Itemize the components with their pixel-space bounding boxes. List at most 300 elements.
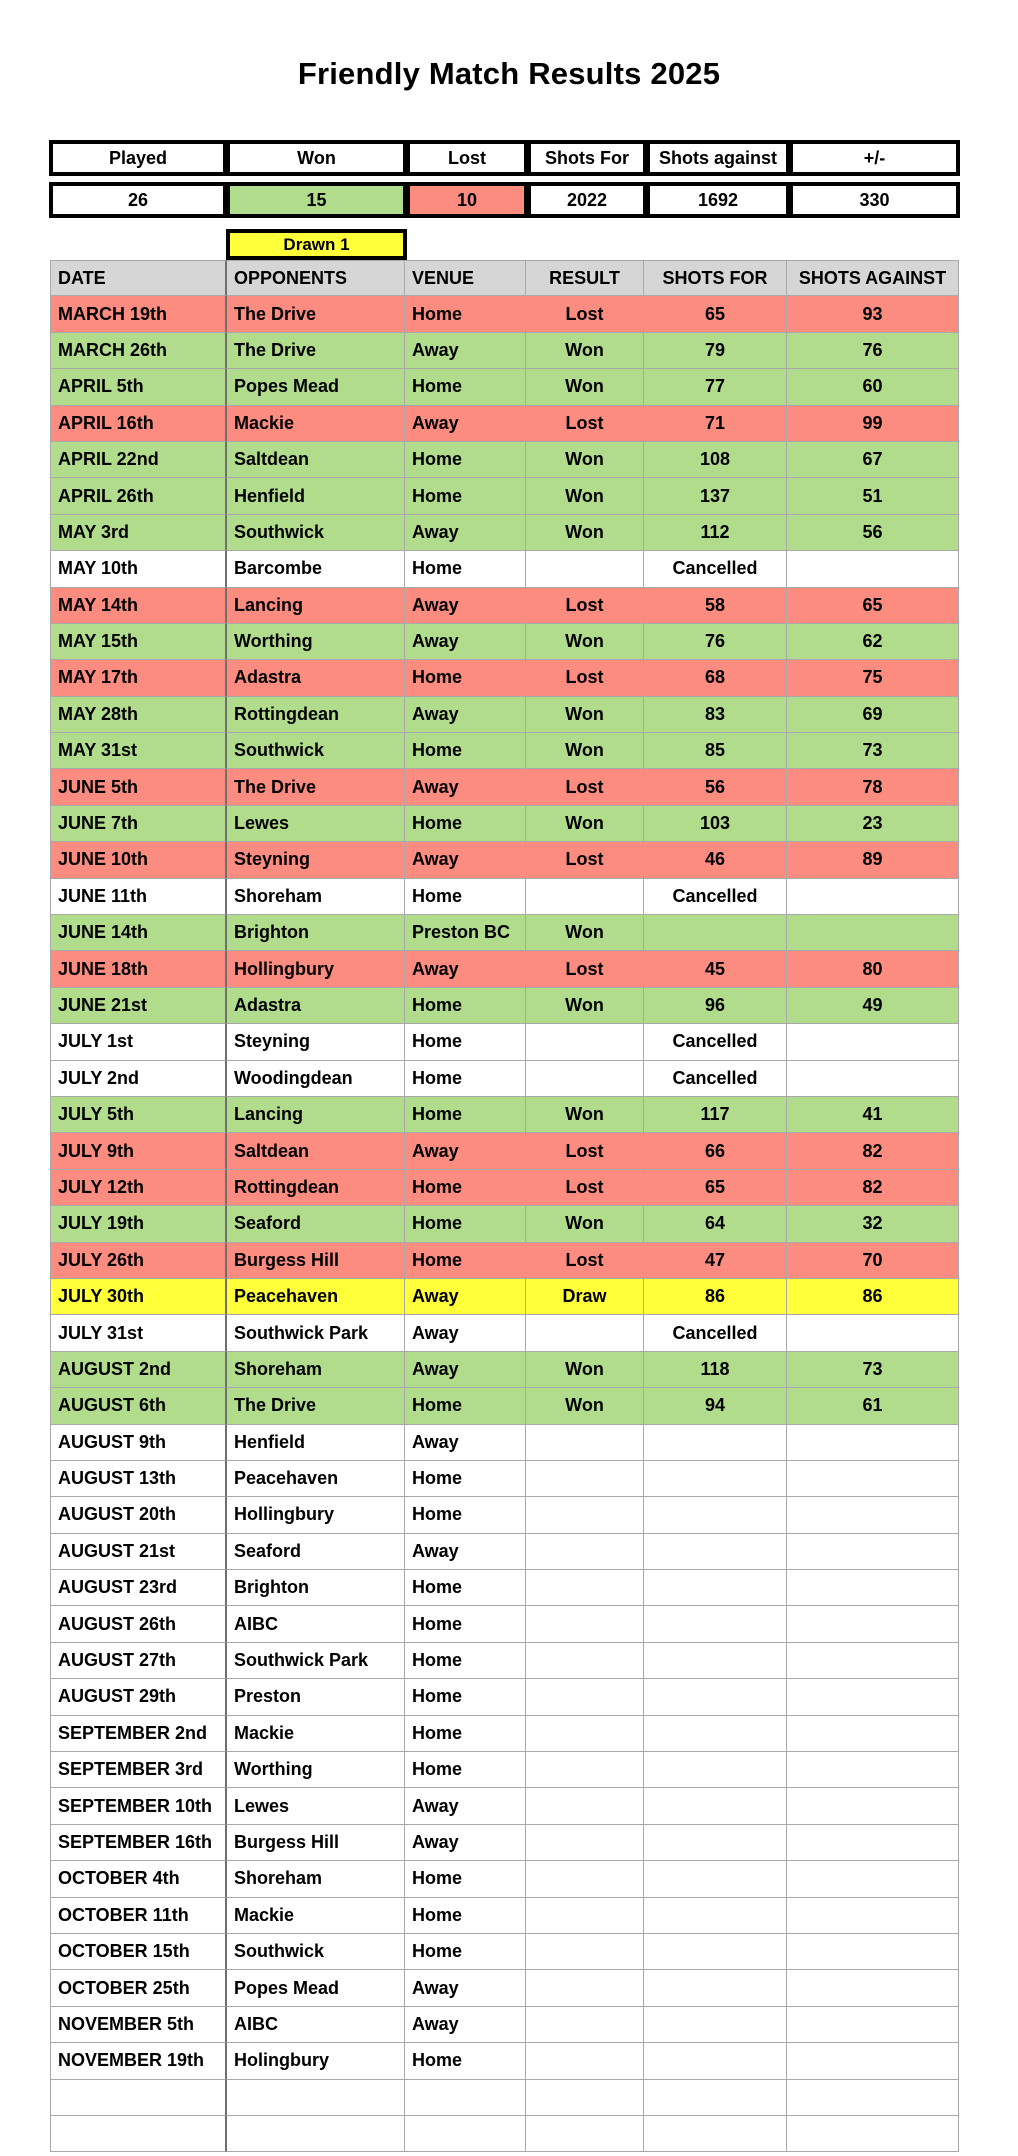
venue-cell: Away: [405, 769, 526, 805]
venue-cell: Home: [405, 296, 526, 332]
venue-cell: Away: [405, 1534, 526, 1570]
opponent-cell: The Drive: [227, 296, 405, 332]
summary-plus-minus-label: +/-: [789, 140, 960, 176]
shots-against-cell: [787, 2116, 959, 2152]
shots-against-cell: 67: [787, 442, 959, 478]
summary-played: [49, 140, 227, 226]
shots-for-cell: 94: [644, 1388, 787, 1424]
summary-plus-minus: [789, 140, 960, 226]
opponent-cell: Popes Mead: [227, 369, 405, 405]
table-row: [50, 879, 959, 915]
opponent-cell: Holingbury: [227, 2043, 405, 2079]
date-cell: JULY 9th: [50, 1133, 227, 1169]
shots-against-cell: 75: [787, 660, 959, 696]
opponent-cell: Shoreham: [227, 1861, 405, 1897]
shots-against-cell: 51: [787, 478, 959, 514]
result-cell: [526, 2116, 644, 2152]
summary-lost: [406, 140, 528, 226]
table-row: [50, 988, 959, 1024]
date-cell: MAY 17th: [50, 660, 227, 696]
venue-cell: Home: [405, 2043, 526, 2079]
opponent-cell: Shoreham: [227, 879, 405, 915]
shots-against-cell: [787, 1024, 959, 1060]
venue-cell: Away: [405, 333, 526, 369]
table-row: [50, 1606, 959, 1642]
opponent-cell: Worthing: [227, 624, 405, 660]
shots-against-cell: 93: [787, 296, 959, 332]
shots-for-cell: [644, 1497, 787, 1533]
opponent-cell: Southwick: [227, 733, 405, 769]
shots-for-cell: [644, 1934, 787, 1970]
table-row: [50, 1825, 959, 1861]
opponent-cell: [227, 2080, 405, 2116]
result-cell: Won: [526, 369, 644, 405]
table-row: [50, 2043, 959, 2079]
date-cell: MARCH 26th: [50, 333, 227, 369]
shots-against-cell: [787, 2080, 959, 2116]
opponent-cell: Mackie: [227, 406, 405, 442]
shots-for-cell: 77: [644, 369, 787, 405]
result-cell: Won: [526, 1206, 644, 1242]
opponent-cell: Southwick: [227, 1934, 405, 1970]
table-row: [50, 951, 959, 987]
date-cell: AUGUST 27th: [50, 1643, 227, 1679]
date-cell: AUGUST 20th: [50, 1497, 227, 1533]
opponent-cell: Steyning: [227, 1024, 405, 1060]
shots-against-cell: 62: [787, 624, 959, 660]
venue-cell: Home: [405, 1206, 526, 1242]
shots-for-cell: 108: [644, 442, 787, 478]
venue-cell: Home: [405, 1679, 526, 1715]
shots-for-cell: [644, 1788, 787, 1824]
shots-for-cell: [644, 2007, 787, 2043]
opponent-cell: Mackie: [227, 1898, 405, 1934]
table-row: [50, 1534, 959, 1570]
date-cell: OCTOBER 25th: [50, 1970, 227, 2006]
date-cell: JULY 26th: [50, 1243, 227, 1279]
shots-against-cell: [787, 879, 959, 915]
shots-for-cell: 85: [644, 733, 787, 769]
date-cell: AUGUST 21st: [50, 1534, 227, 1570]
date-cell: MAY 31st: [50, 733, 227, 769]
table-row: [50, 1061, 959, 1097]
table-row: [50, 296, 959, 332]
shots-for-cell: Cancelled: [644, 1024, 787, 1060]
table-row: [50, 1461, 959, 1497]
venue-cell: [405, 2080, 526, 2116]
shots-for-cell: [644, 2080, 787, 2116]
date-cell: APRIL 5th: [50, 369, 227, 405]
venue-cell: Away: [405, 1279, 526, 1315]
result-cell: Won: [526, 1097, 644, 1133]
page-title: Friendly Match Results 2025: [297, 56, 721, 91]
venue-cell: Home: [405, 733, 526, 769]
summary-played-label: Played: [49, 140, 227, 176]
date-cell: SEPTEMBER 16th: [50, 1825, 227, 1861]
table-row: [50, 1097, 959, 1133]
result-cell: Won: [526, 988, 644, 1024]
date-cell: JULY 12th: [50, 1170, 227, 1206]
shots-against-cell: [787, 1534, 959, 1570]
venue-cell: Home: [405, 1643, 526, 1679]
date-cell: JULY 31st: [50, 1315, 227, 1351]
table-row: [50, 2007, 959, 2043]
opponent-cell: Brighton: [227, 915, 405, 951]
opponent-cell: Peacehaven: [227, 1461, 405, 1497]
opponent-cell: AIBC: [227, 2007, 405, 2043]
date-cell: MAY 15th: [50, 624, 227, 660]
shots-for-cell: [644, 1570, 787, 1606]
shots-for-cell: 83: [644, 697, 787, 733]
shots-for-cell: [644, 1643, 787, 1679]
table-row: [50, 1861, 959, 1897]
summary-shots-against-label: Shots against: [646, 140, 790, 176]
date-cell: [50, 2116, 227, 2152]
shots-against-cell: 86: [787, 1279, 959, 1315]
table-row: [50, 1716, 959, 1752]
opponent-cell: Rottingdean: [227, 697, 405, 733]
shots-for-cell: 79: [644, 333, 787, 369]
date-cell: OCTOBER 11th: [50, 1898, 227, 1934]
summary-shots-for-label: Shots For: [527, 140, 647, 176]
header-shots-for-cell: SHOTS FOR: [644, 260, 787, 296]
table-row: [50, 1679, 959, 1715]
date-cell: MAY 28th: [50, 697, 227, 733]
shots-against-cell: [787, 1861, 959, 1897]
shots-against-cell: 32: [787, 1206, 959, 1242]
shots-against-cell: [787, 1497, 959, 1533]
shots-for-cell: Cancelled: [644, 1061, 787, 1097]
result-cell: [526, 1425, 644, 1461]
opponent-cell: Henfield: [227, 1425, 405, 1461]
table-row: [50, 442, 959, 478]
header-opponent-cell: OPPONENTS: [227, 260, 405, 296]
venue-cell: Home: [405, 988, 526, 1024]
shots-against-cell: 73: [787, 1352, 959, 1388]
result-cell: Won: [526, 915, 644, 951]
summary-played-value: 26: [49, 182, 227, 218]
result-cell: Won: [526, 697, 644, 733]
venue-cell: Home: [405, 1861, 526, 1897]
date-cell: AUGUST 9th: [50, 1425, 227, 1461]
opponent-cell: Shoreham: [227, 1352, 405, 1388]
opponent-cell: Adastra: [227, 660, 405, 696]
shots-against-cell: 23: [787, 806, 959, 842]
result-cell: Lost: [526, 1243, 644, 1279]
opponent-cell: Rottingdean: [227, 1170, 405, 1206]
date-cell: AUGUST 29th: [50, 1679, 227, 1715]
date-cell: JUNE 7th: [50, 806, 227, 842]
shots-for-cell: [644, 1970, 787, 2006]
table-row: [50, 1898, 959, 1934]
shots-for-cell: 118: [644, 1352, 787, 1388]
table-row: [50, 1024, 959, 1060]
result-cell: [526, 1861, 644, 1897]
opponent-cell: Barcombe: [227, 551, 405, 587]
shots-for-cell: 58: [644, 588, 787, 624]
venue-cell: Home: [405, 660, 526, 696]
opponent-cell: Lewes: [227, 806, 405, 842]
summary-won-label: Won: [226, 140, 407, 176]
venue-cell: Home: [405, 1461, 526, 1497]
shots-for-cell: Cancelled: [644, 551, 787, 587]
shots-for-cell: [644, 2043, 787, 2079]
table-row: [50, 333, 959, 369]
summary-lost-value: 10: [406, 182, 528, 218]
opponent-cell: Steyning: [227, 842, 405, 878]
venue-cell: Home: [405, 1570, 526, 1606]
opponent-cell: Preston: [227, 1679, 405, 1715]
venue-cell: Away: [405, 406, 526, 442]
opponent-cell: Southwick Park: [227, 1315, 405, 1351]
shots-for-cell: 66: [644, 1133, 787, 1169]
shots-against-cell: [787, 551, 959, 587]
table-row: [50, 1352, 959, 1388]
table-row: [50, 1934, 959, 1970]
venue-cell: Away: [405, 2007, 526, 2043]
date-cell: MAY 14th: [50, 588, 227, 624]
result-cell: Lost: [526, 951, 644, 987]
date-cell: JUNE 5th: [50, 769, 227, 805]
shots-against-cell: 80: [787, 951, 959, 987]
result-cell: [526, 551, 644, 587]
venue-cell: Home: [405, 1024, 526, 1060]
shots-for-cell: [644, 1461, 787, 1497]
date-cell: [50, 2080, 227, 2116]
shots-against-cell: [787, 1606, 959, 1642]
table-row: [50, 2116, 959, 2152]
result-cell: Lost: [526, 1170, 644, 1206]
date-cell: JUNE 18th: [50, 951, 227, 987]
date-cell: JULY 30th: [50, 1279, 227, 1315]
shots-against-cell: [787, 1970, 959, 2006]
result-cell: Won: [526, 733, 644, 769]
opponent-cell: Hollingbury: [227, 1497, 405, 1533]
shots-for-cell: [644, 1716, 787, 1752]
summary-plus-minus-value: 330: [789, 182, 960, 218]
result-cell: Won: [526, 333, 644, 369]
result-cell: [526, 879, 644, 915]
date-cell: AUGUST 23rd: [50, 1570, 227, 1606]
shots-against-cell: [787, 915, 959, 951]
table-row: [50, 369, 959, 405]
header-result-cell: RESULT: [526, 260, 644, 296]
date-cell: AUGUST 2nd: [50, 1352, 227, 1388]
date-cell: APRIL 26th: [50, 478, 227, 514]
result-cell: [526, 1934, 644, 1970]
shots-against-cell: [787, 1643, 959, 1679]
venue-cell: Home: [405, 1752, 526, 1788]
table-row: [50, 551, 959, 587]
summary-shots-against: [646, 140, 790, 226]
venue-cell: Home: [405, 1170, 526, 1206]
result-cell: [526, 1534, 644, 1570]
shots-against-cell: [787, 2043, 959, 2079]
table-row: [50, 478, 959, 514]
result-cell: [526, 1570, 644, 1606]
date-cell: NOVEMBER 19th: [50, 2043, 227, 2079]
shots-against-cell: [787, 1570, 959, 1606]
opponent-cell: Lancing: [227, 1097, 405, 1133]
shots-for-cell: Cancelled: [644, 879, 787, 915]
venue-cell: Home: [405, 1497, 526, 1533]
table-row: [50, 697, 959, 733]
shots-against-cell: 70: [787, 1243, 959, 1279]
opponent-cell: Hollingbury: [227, 951, 405, 987]
opponent-cell: Southwick Park: [227, 1643, 405, 1679]
summary-shots-against-value: 1692: [646, 182, 790, 218]
venue-cell: Away: [405, 624, 526, 660]
shots-against-cell: [787, 1898, 959, 1934]
table-row: [50, 1243, 959, 1279]
shots-for-cell: [644, 2116, 787, 2152]
shots-for-cell: 64: [644, 1206, 787, 1242]
venue-cell: Away: [405, 588, 526, 624]
result-cell: Won: [526, 1388, 644, 1424]
shots-for-cell: [644, 1825, 787, 1861]
venue-cell: Away: [405, 697, 526, 733]
drawn-badge: Drawn 1: [226, 229, 407, 260]
shots-against-cell: 78: [787, 769, 959, 805]
shots-for-cell: [644, 1861, 787, 1897]
shots-for-cell: 117: [644, 1097, 787, 1133]
result-cell: Won: [526, 515, 644, 551]
result-cell: Won: [526, 624, 644, 660]
shots-for-cell: [644, 1606, 787, 1642]
result-cell: Draw: [526, 1279, 644, 1315]
table-row: [50, 769, 959, 805]
venue-cell: Home: [405, 879, 526, 915]
table-row: [50, 733, 959, 769]
opponent-cell: Henfield: [227, 478, 405, 514]
date-cell: OCTOBER 4th: [50, 1861, 227, 1897]
result-cell: [526, 1788, 644, 1824]
shots-against-cell: 61: [787, 1388, 959, 1424]
summary-table: [49, 140, 960, 226]
shots-for-cell: [644, 1679, 787, 1715]
shots-against-cell: [787, 1315, 959, 1351]
opponent-cell: Seaford: [227, 1534, 405, 1570]
shots-for-cell: 137: [644, 478, 787, 514]
table-row: [50, 2080, 959, 2116]
opponent-cell: Lancing: [227, 588, 405, 624]
shots-against-cell: 76: [787, 333, 959, 369]
table-row: [50, 1315, 959, 1351]
venue-cell: Home: [405, 806, 526, 842]
result-cell: Lost: [526, 1133, 644, 1169]
opponent-cell: The Drive: [227, 1388, 405, 1424]
shots-for-cell: 65: [644, 296, 787, 332]
opponent-cell: The Drive: [227, 769, 405, 805]
table-row: [50, 1170, 959, 1206]
opponent-cell: Seaford: [227, 1206, 405, 1242]
shots-against-cell: [787, 2007, 959, 2043]
venue-cell: Away: [405, 1970, 526, 2006]
result-cell: [526, 1970, 644, 2006]
opponent-cell: Popes Mead: [227, 1970, 405, 2006]
table-row: [50, 1570, 959, 1606]
shots-for-cell: [644, 1534, 787, 1570]
table-row: [50, 1279, 959, 1315]
shots-for-cell: [644, 1898, 787, 1934]
venue-cell: Away: [405, 1825, 526, 1861]
venue-cell: Home: [405, 1061, 526, 1097]
result-cell: Lost: [526, 406, 644, 442]
result-cell: Lost: [526, 769, 644, 805]
opponent-cell: Woodingdean: [227, 1061, 405, 1097]
shots-for-cell: [644, 1752, 787, 1788]
shots-for-cell: [644, 1425, 787, 1461]
venue-cell: Away: [405, 842, 526, 878]
date-cell: AUGUST 26th: [50, 1606, 227, 1642]
header-venue-cell: VENUE: [405, 260, 526, 296]
opponent-cell: The Drive: [227, 333, 405, 369]
venue-cell: Away: [405, 1425, 526, 1461]
shots-against-cell: 73: [787, 733, 959, 769]
opponent-cell: Saltdean: [227, 442, 405, 478]
shots-for-cell: 112: [644, 515, 787, 551]
result-cell: [526, 1024, 644, 1060]
date-cell: AUGUST 6th: [50, 1388, 227, 1424]
opponent-cell: Saltdean: [227, 1133, 405, 1169]
date-cell: JULY 2nd: [50, 1061, 227, 1097]
result-cell: [526, 2080, 644, 2116]
result-cell: [526, 1461, 644, 1497]
table-header-row: [50, 260, 959, 296]
shots-against-cell: 89: [787, 842, 959, 878]
venue-cell: Home: [405, 442, 526, 478]
venue-cell: Home: [405, 1097, 526, 1133]
shots-for-cell: [644, 915, 787, 951]
shots-for-cell: 45: [644, 951, 787, 987]
shots-for-cell: 47: [644, 1243, 787, 1279]
shots-for-cell: 56: [644, 769, 787, 805]
shots-against-cell: 41: [787, 1097, 959, 1133]
venue-cell: Home: [405, 478, 526, 514]
venue-cell: Away: [405, 1352, 526, 1388]
date-cell: SEPTEMBER 3rd: [50, 1752, 227, 1788]
summary-lost-label: Lost: [406, 140, 528, 176]
table-row: [50, 515, 959, 551]
shots-for-cell: 86: [644, 1279, 787, 1315]
date-cell: JUNE 21st: [50, 988, 227, 1024]
result-cell: Lost: [526, 588, 644, 624]
shots-for-cell: 68: [644, 660, 787, 696]
shots-against-cell: 60: [787, 369, 959, 405]
result-cell: [526, 1061, 644, 1097]
shots-against-cell: [787, 1716, 959, 1752]
shots-against-cell: [787, 1679, 959, 1715]
shots-for-cell: 46: [644, 842, 787, 878]
date-cell: MARCH 19th: [50, 296, 227, 332]
shots-against-cell: 56: [787, 515, 959, 551]
opponent-cell: Brighton: [227, 1570, 405, 1606]
summary-shots-for: [527, 140, 647, 226]
venue-cell: Home: [405, 1243, 526, 1279]
date-cell: APRIL 22nd: [50, 442, 227, 478]
date-cell: JUNE 10th: [50, 842, 227, 878]
shots-against-cell: 49: [787, 988, 959, 1024]
results-table: [50, 260, 959, 2152]
date-cell: APRIL 16th: [50, 406, 227, 442]
date-cell: OCTOBER 15th: [50, 1934, 227, 1970]
result-cell: Won: [526, 1352, 644, 1388]
shots-against-cell: [787, 1825, 959, 1861]
shots-for-cell: 65: [644, 1170, 787, 1206]
result-cell: [526, 1752, 644, 1788]
table-row: [50, 1425, 959, 1461]
shots-against-cell: [787, 1061, 959, 1097]
